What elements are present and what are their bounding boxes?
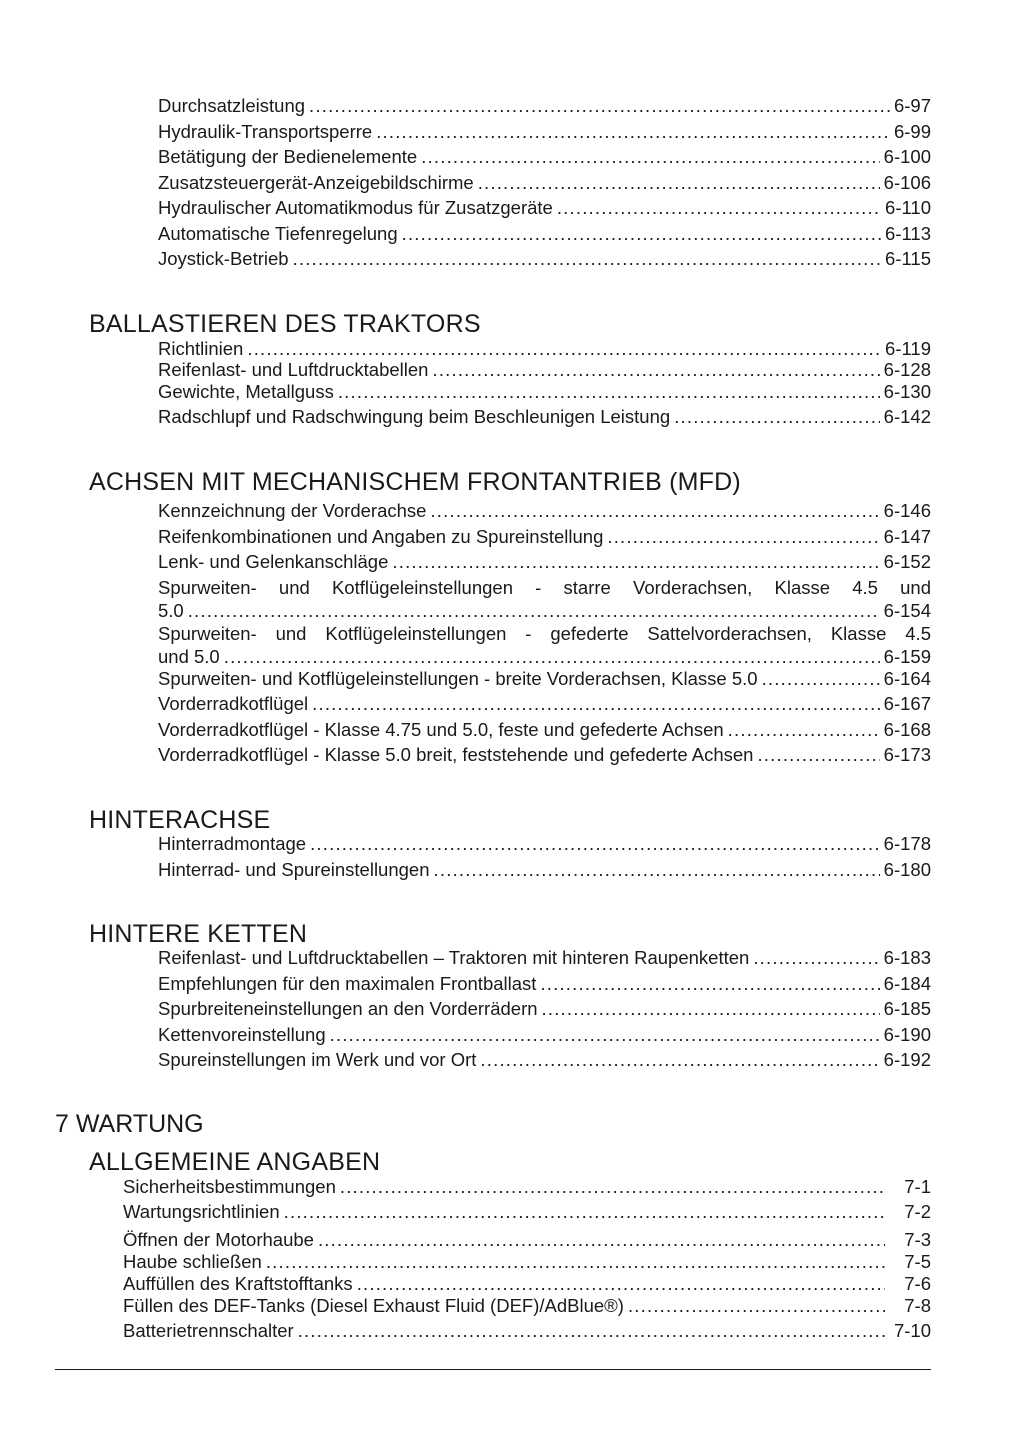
entry-page: 6-115 bbox=[885, 248, 931, 269]
toc-entry-line1[interactable]: Spurweiten- und Kotflügeleinstellungen - gefederte Sattelvorderachsen, Klasse 4.5 bbox=[158, 623, 931, 644]
dot-leader bbox=[762, 668, 880, 690]
entry-page: 6-192 bbox=[883, 1049, 931, 1070]
toc-entry[interactable] bbox=[123, 1320, 931, 1342]
toc-entry[interactable] bbox=[158, 1049, 931, 1071]
toc-entry[interactable] bbox=[158, 146, 931, 168]
dot-leader bbox=[340, 1176, 885, 1198]
entry-title: Lenk- und Gelenkanschläge bbox=[158, 551, 389, 572]
dot-leader bbox=[357, 1273, 885, 1295]
entry-title: Batterietrennschalter bbox=[123, 1320, 294, 1341]
entry-page: 6-99 bbox=[893, 121, 931, 142]
entry-title: Wartungsrichtlinien bbox=[123, 1201, 280, 1222]
entry-page: 7-3 bbox=[904, 1229, 931, 1250]
dot-leader bbox=[421, 146, 879, 168]
entry-title: Radschlupf und Radschwingung beim Beschleunigen Leistung bbox=[158, 406, 671, 427]
toc-entry[interactable] bbox=[158, 197, 931, 219]
entry-title: Empfehlungen für den maximalen Frontballast bbox=[158, 973, 537, 994]
dot-leader bbox=[188, 600, 880, 622]
entry-page: 6-147 bbox=[883, 526, 931, 547]
entry-title: Zusatzsteuergerät-Anzeigebildschirme bbox=[158, 172, 474, 193]
entry-title: Füllen des DEF-Tanks (Diesel Exhaust Fluid (DEF)/AdBlue®) bbox=[123, 1295, 624, 1316]
toc-entry[interactable] bbox=[158, 500, 931, 522]
toc-entry[interactable] bbox=[158, 381, 931, 403]
entry-page: 6-178 bbox=[883, 833, 931, 854]
entry-title: 5.0 bbox=[158, 600, 184, 621]
entry-title: Vorderradkotflügel - Klasse 5.0 breit, feststehende und gefederte Achsen bbox=[158, 744, 754, 765]
dot-leader bbox=[542, 998, 880, 1020]
dot-leader bbox=[478, 172, 880, 194]
entry-page: 6-146 bbox=[883, 500, 931, 521]
entry-page: 7-2 bbox=[904, 1201, 931, 1222]
entry-page: 6-119 bbox=[885, 338, 931, 359]
dot-leader bbox=[674, 406, 879, 428]
entry-page: 6-154 bbox=[883, 600, 931, 621]
entry-page: 6-130 bbox=[883, 381, 931, 402]
entry-title: Hinterrad- und Spureinstellungen bbox=[158, 859, 430, 880]
entry-title: Öffnen der Motorhaube bbox=[123, 1229, 314, 1250]
toc-entry[interactable] bbox=[158, 744, 931, 766]
entry-page: 6-113 bbox=[885, 223, 931, 244]
toc-entry[interactable] bbox=[158, 406, 931, 428]
entry-title: Reifenkombinationen und Angaben zu Spureinstellung bbox=[158, 526, 604, 547]
toc-entry[interactable] bbox=[158, 551, 931, 573]
entry-page: 6-173 bbox=[883, 744, 931, 765]
toc-entry[interactable] bbox=[158, 668, 931, 690]
entry-page: 7-6 bbox=[904, 1273, 931, 1294]
dot-leader bbox=[480, 1049, 879, 1071]
entry-title: Spurweiten- und Kotflügeleinstellungen - breite Vorderachsen, Klasse 5.0 bbox=[158, 668, 758, 689]
dot-leader bbox=[434, 859, 880, 881]
entry-title: Kettenvoreinstellung bbox=[158, 1024, 326, 1045]
entry-title: Richtlinien bbox=[158, 338, 244, 359]
chapter-heading: 7 WARTUNG bbox=[55, 1110, 204, 1138]
entry-page: 6-142 bbox=[883, 406, 931, 427]
entry-title: Sicherheitsbestimmungen bbox=[123, 1176, 336, 1197]
entry-page: 6-159 bbox=[883, 646, 931, 667]
toc-entry[interactable] bbox=[158, 646, 931, 668]
toc-entry[interactable] bbox=[123, 1273, 931, 1295]
entry-title: Durchsatzleistung bbox=[158, 95, 306, 116]
dot-leader bbox=[540, 973, 879, 995]
entry-page: 6-184 bbox=[883, 973, 931, 994]
dot-leader bbox=[309, 95, 890, 117]
toc-entry[interactable] bbox=[158, 223, 931, 245]
toc-entry[interactable] bbox=[158, 172, 931, 194]
entry-page: 6-128 bbox=[883, 359, 931, 380]
dot-leader bbox=[266, 1251, 885, 1273]
entry-title: und 5.0 bbox=[158, 646, 220, 667]
section-heading-mfd: ACHSEN MIT MECHANISCHEM FRONTANTRIEB (MFD) bbox=[89, 468, 741, 496]
entry-title: Reifenlast- und Luftdrucktabellen bbox=[158, 359, 429, 380]
toc-entry-line1[interactable]: Spurweiten- und Kotflügeleinstellungen - starre Vorderachsen, Klasse 4.5 und bbox=[158, 577, 931, 598]
dot-leader bbox=[293, 248, 881, 270]
section-heading-rear-axle: HINTERACHSE bbox=[89, 806, 271, 834]
entry-page: 6-167 bbox=[883, 693, 931, 714]
toc-entry[interactable] bbox=[123, 1295, 931, 1317]
dot-leader bbox=[330, 1024, 880, 1046]
entry-page: 6-185 bbox=[883, 998, 931, 1019]
dot-leader bbox=[432, 359, 879, 381]
toc-entry[interactable] bbox=[158, 693, 931, 715]
entry-page: 6-97 bbox=[893, 95, 931, 116]
dot-leader bbox=[728, 719, 880, 741]
entry-title: Auffüllen des Kraftstofftanks bbox=[123, 1273, 353, 1294]
toc-entry[interactable] bbox=[123, 1251, 931, 1273]
footer-rule bbox=[55, 1369, 931, 1370]
toc-entry[interactable] bbox=[123, 1176, 931, 1198]
dot-leader bbox=[392, 551, 879, 573]
entry-page: 6-168 bbox=[883, 719, 931, 740]
toc-entry[interactable] bbox=[158, 998, 931, 1020]
dot-leader bbox=[402, 223, 881, 245]
entry-page: 6-100 bbox=[883, 146, 931, 167]
dot-leader bbox=[312, 693, 880, 715]
entry-title: Haube schließen bbox=[123, 1251, 262, 1272]
dot-leader bbox=[607, 526, 879, 548]
entry-title: Hydraulischer Automatikmodus für Zusatzgeräte bbox=[158, 197, 553, 218]
toc-entry[interactable] bbox=[158, 947, 931, 969]
toc-entry[interactable] bbox=[158, 338, 931, 360]
entry-page: 6-106 bbox=[883, 172, 931, 193]
toc-entry[interactable] bbox=[158, 600, 931, 622]
entry-title: Spureinstellungen im Werk und vor Ort bbox=[158, 1049, 477, 1070]
dot-leader bbox=[757, 744, 879, 766]
dot-leader bbox=[310, 833, 880, 855]
toc-entry[interactable] bbox=[158, 95, 931, 117]
entry-page: 6-152 bbox=[883, 551, 931, 572]
dot-leader bbox=[376, 121, 890, 143]
section-heading-rear-tracks: HINTERE KETTEN bbox=[89, 920, 308, 948]
dot-leader bbox=[430, 500, 879, 522]
dot-leader bbox=[318, 1229, 885, 1251]
toc-entry[interactable] bbox=[158, 1024, 931, 1046]
entry-page: 7-1 bbox=[904, 1176, 931, 1197]
section-heading-ballast: BALLASTIEREN DES TRAKTORS bbox=[89, 310, 481, 338]
entry-title: Gewichte, Metallguss bbox=[158, 381, 334, 402]
toc-entry[interactable] bbox=[158, 833, 931, 855]
entry-page: 6-164 bbox=[883, 668, 931, 689]
entry-title: Vorderradkotflügel bbox=[158, 693, 309, 714]
toc-entry[interactable] bbox=[123, 1201, 931, 1223]
entry-title: Spurbreiteneinstellungen an den Vorderrädern bbox=[158, 998, 538, 1019]
entry-title: Automatische Tiefenregelung bbox=[158, 223, 398, 244]
entry-title: Joystick-Betrieb bbox=[158, 248, 289, 269]
entry-title: Hydraulik-Transportsperre bbox=[158, 121, 373, 142]
toc-entry[interactable] bbox=[158, 859, 931, 881]
dot-leader bbox=[298, 1320, 885, 1342]
entry-title: Reifenlast- und Luftdrucktabellen – Traktoren mit hinteren Raupenketten bbox=[158, 947, 750, 968]
entry-title: Vorderradkotflügel - Klasse 4.75 und 5.0, feste und gefederte Achsen bbox=[158, 719, 724, 740]
toc-entry[interactable] bbox=[158, 248, 931, 270]
entry-title: Betätigung der Bedienelemente bbox=[158, 146, 418, 167]
entry-page: 6-190 bbox=[883, 1024, 931, 1045]
toc-entry[interactable] bbox=[158, 719, 931, 741]
entry-page: 6-180 bbox=[883, 859, 931, 880]
dot-leader bbox=[224, 646, 880, 668]
toc-entry[interactable] bbox=[158, 121, 931, 143]
dot-leader bbox=[557, 197, 881, 219]
entry-page: 7-10 bbox=[893, 1320, 931, 1341]
dot-leader bbox=[338, 381, 880, 403]
entry-title: Kennzeichnung der Vorderachse bbox=[158, 500, 427, 521]
section-heading-general: ALLGEMEINE ANGABEN bbox=[89, 1148, 381, 1176]
entry-page: 7-5 bbox=[904, 1251, 931, 1272]
dot-leader bbox=[753, 947, 879, 969]
entry-page: 6-110 bbox=[885, 197, 931, 218]
toc-entry[interactable] bbox=[123, 1229, 931, 1251]
dot-leader bbox=[247, 338, 881, 360]
toc-entry[interactable] bbox=[158, 973, 931, 995]
entry-page: 7-8 bbox=[904, 1295, 931, 1316]
toc-entry[interactable] bbox=[158, 359, 931, 381]
entry-page: 6-183 bbox=[883, 947, 931, 968]
dot-leader bbox=[284, 1201, 885, 1223]
toc-entry[interactable] bbox=[158, 526, 931, 548]
dot-leader bbox=[628, 1295, 885, 1317]
entry-title: Hinterradmontage bbox=[158, 833, 307, 854]
